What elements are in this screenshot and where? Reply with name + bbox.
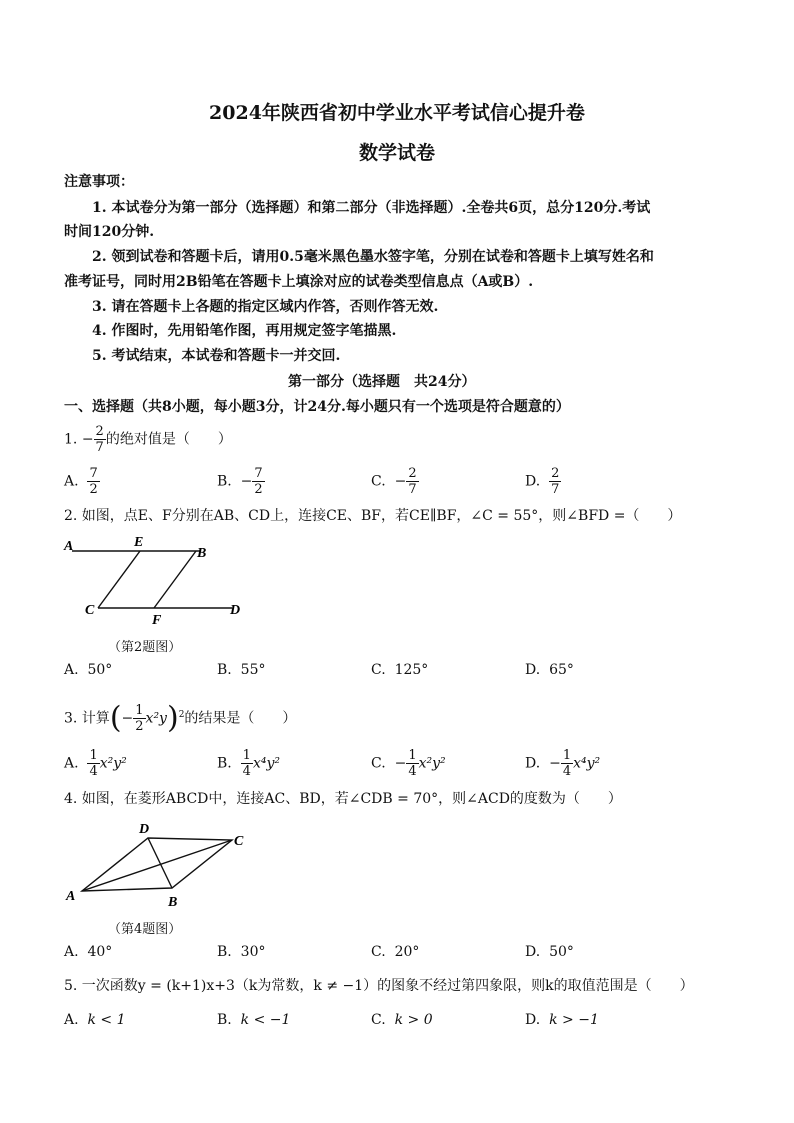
diagonal-bd (148, 838, 172, 888)
option-value: k < 1 (87, 1012, 126, 1028)
exam-subtitle: 数学试卷 (358, 142, 435, 164)
exam-title: 2024年陕西省初中学业水平考试信心提升卷 (209, 102, 585, 124)
option-label: C. (371, 662, 386, 678)
option-value: 65° (549, 662, 574, 678)
q3-left-paren: ( (109, 700, 122, 736)
option-label: C. (371, 755, 386, 772)
q3-option-a[interactable] (64, 748, 127, 779)
note-line: 3. 请在答题卡上各题的指定区域内作答，否则作答无效. (92, 299, 439, 315)
q4-figure (62, 816, 262, 916)
notes-heading: 注意事项： (64, 174, 134, 190)
q3-frac-den: 2 (135, 719, 144, 735)
option-label: B. (217, 473, 232, 490)
option-expr: x⁴y² (252, 755, 280, 772)
q1-fraction (94, 424, 106, 455)
q4-option-a[interactable] (64, 944, 112, 960)
option-label: D. (525, 944, 541, 960)
q3-neg: − (121, 710, 134, 727)
question-3 (64, 697, 296, 737)
option-num: 1 (89, 748, 98, 763)
q2-option-c[interactable] (371, 662, 428, 678)
q5-option-d[interactable] (525, 1012, 599, 1028)
question-1 (64, 424, 232, 455)
option-value: k > 0 (394, 1012, 433, 1028)
option-label: A. (64, 1012, 79, 1028)
option-label: C. (371, 473, 386, 490)
q1-option-d[interactable] (525, 466, 561, 497)
note-line: 1. 本试卷分为第一部分（选择题）和第二部分（非选择题）.全卷共6页，总分120分.考试 (92, 200, 651, 216)
option-label: A. (64, 944, 79, 960)
segment-bf (154, 551, 196, 608)
q3-expression: x²y (145, 710, 167, 727)
question-2: 2. 如图，点E、F分别在AB、CD上，连接CE、BF，若CE∥BF，∠C = 55°，则∠BFD =（ ） (64, 508, 682, 524)
option-label: A. (64, 662, 79, 678)
option-den: 4 (562, 764, 572, 779)
option-den: 4 (242, 764, 251, 779)
label-d: D (139, 822, 150, 837)
q4-option-b[interactable] (217, 944, 265, 960)
q4-option-d[interactable] (525, 944, 574, 960)
q5-option-c[interactable] (371, 1012, 433, 1028)
question-4: 4. 如图，在菱形ABCD中，连接AC、BD，若∠CDB = 70°，则∠ACD的度数为（ ） (64, 791, 622, 807)
option-label: B. (217, 755, 232, 772)
note-line: 5. 考试结束，本试卷和答题卡一并交回. (92, 348, 341, 364)
q1-frac-den: 7 (95, 440, 104, 455)
q3-frac-num: 1 (135, 703, 144, 719)
option-den: 7 (551, 482, 560, 497)
option-sign: − (240, 473, 253, 490)
q3-suffix: 的结果是（ ） (184, 710, 297, 727)
option-den: 2 (254, 482, 263, 497)
note-line: 准考证号，同时用2B铅笔在答题卡上填涂对应的试卷类型信息点（A或B）. (64, 274, 534, 290)
option-value: 125° (394, 662, 429, 678)
q5-option-b[interactable] (217, 1012, 290, 1028)
option-den: 7 (408, 482, 417, 497)
q3-prefix: 3. 计算 (64, 710, 110, 727)
option-value: 50° (549, 944, 574, 960)
question-5: 5. 一次函数y = (k+1)x+3（k为常数，k ≠ −1）的图象不经过第四象限，则k的取值范围是（ ） (64, 978, 694, 994)
q1-option-b[interactable] (217, 466, 265, 497)
label-c: C (234, 834, 244, 849)
option-num: 1 (242, 748, 251, 763)
option-sign: − (549, 755, 561, 772)
option-label: B. (217, 944, 232, 960)
note-line: 时间120分钟. (64, 224, 155, 240)
option-den: 4 (89, 764, 98, 779)
option-num: 2 (551, 466, 560, 481)
option-label: D. (525, 662, 541, 678)
option-expr: x²y² (99, 755, 127, 772)
option-label: D. (525, 473, 541, 490)
q3-option-c[interactable] (371, 748, 446, 779)
option-value: 55° (240, 662, 266, 678)
label-a: A (64, 539, 74, 554)
option-num: 2 (408, 466, 417, 481)
note-line: 2. 领到试卷和答题卡后，请用0.5毫米黑色墨水签字笔，分别在试卷和答题卡上填写姓名和 (92, 249, 654, 265)
label-b: B (168, 895, 178, 910)
option-label: A. (64, 755, 79, 772)
option-value: 40° (87, 944, 113, 960)
option-num: 7 (254, 466, 263, 481)
option-value: 30° (240, 944, 266, 960)
option-label: C. (371, 1012, 386, 1028)
q2-option-d[interactable] (525, 662, 574, 678)
option-label: B. (217, 662, 232, 678)
diagonal-ac (82, 840, 232, 891)
option-sign: − (394, 473, 407, 490)
q4-option-c[interactable] (371, 944, 419, 960)
label-f: F (152, 613, 162, 628)
option-num: 1 (408, 748, 417, 763)
q1-text: 的绝对值是（ ） (105, 431, 232, 448)
option-expr: x⁴y² (573, 755, 601, 772)
q5-option-a[interactable] (64, 1012, 126, 1028)
q4-caption: （第4题图） (108, 922, 182, 937)
option-den: 2 (89, 482, 98, 497)
q3-option-d[interactable] (525, 748, 600, 779)
section-heading: 一、选择题（共8小题，每小题3分，计24分.每小题只有一个选项是符合题意的） (64, 399, 570, 415)
option-label: D. (525, 755, 541, 772)
option-value: 50° (87, 662, 113, 678)
option-num: 1 (562, 748, 572, 763)
note-line: 4. 作图时，先用铅笔作图，再用规定签字笔描黑. (92, 323, 397, 339)
option-num: 7 (89, 466, 98, 481)
label-a: A (66, 889, 76, 904)
q2-figure (62, 532, 252, 632)
option-label: B. (217, 1012, 232, 1028)
part1-heading: 第一部分（选择题 共24分） (288, 374, 476, 390)
label-b: B (197, 546, 207, 561)
label-d: D (230, 603, 241, 618)
q3-power: 2 (178, 710, 185, 720)
q2-option-b[interactable] (217, 662, 265, 678)
q1-number: 1. (64, 431, 78, 448)
segment-ce (98, 551, 140, 608)
option-label: D. (525, 1012, 541, 1028)
q1-option-a[interactable] (64, 466, 100, 497)
option-expr: x²y² (418, 755, 446, 772)
option-sign: − (394, 755, 407, 772)
q3-right-paren: ) (166, 700, 179, 736)
label-c: C (85, 603, 95, 618)
option-value: k > −1 (549, 1012, 599, 1028)
q2-option-a[interactable] (64, 662, 112, 678)
option-value: 20° (394, 944, 420, 960)
q1-option-c[interactable] (371, 466, 419, 497)
q1-neg: − (81, 431, 94, 448)
option-den: 4 (408, 764, 417, 779)
option-label: A. (64, 473, 79, 490)
label-e: E (134, 535, 144, 550)
q2-caption: （第2题图） (108, 640, 182, 655)
q1-frac-num: 2 (95, 424, 104, 439)
q3-option-b[interactable] (217, 748, 280, 779)
option-value: k < −1 (240, 1012, 291, 1028)
option-label: C. (371, 944, 386, 960)
